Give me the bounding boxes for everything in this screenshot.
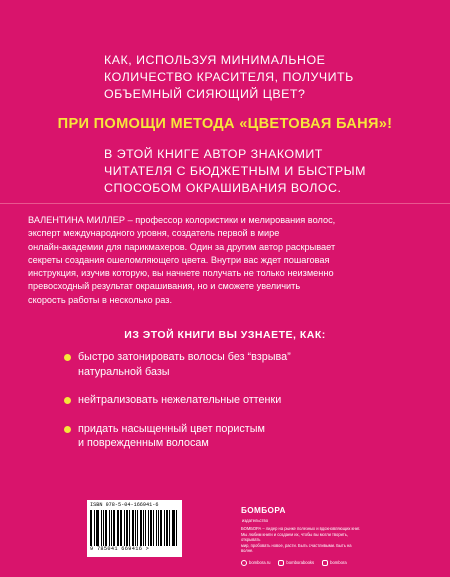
bio-line: секреты создания ошеломляющего цвета. Внутри вас ждет пошаговая (28, 254, 330, 265)
barcode-bar (90, 510, 92, 546)
barcode-bar (148, 510, 150, 546)
barcode-bar (135, 510, 136, 546)
social-label: bombora.ru (249, 560, 271, 565)
divider (0, 203, 450, 204)
intro-line: КОЛИЧЕСТВО КРАСИТЕЛЯ, ПОЛУЧИТЬ (104, 70, 354, 84)
barcode-bar (164, 510, 165, 546)
bio-line: скорость работы в несколько раз. (28, 294, 172, 305)
barcode-bar (129, 510, 130, 546)
learn-title: ИЗ ЭТОЙ КНИГИ ВЫ УЗНАЕТЕ, КАК: (124, 329, 326, 341)
barcode-bar (120, 510, 121, 546)
subhead-line: ЧИТАТЕЛЯ С БЮДЖЕТНЫМ И БЫСТРЫМ (104, 164, 366, 178)
intro-line: КАК, ИСПОЛЬЗУЯ МИНИМАЛЬНОЕ (104, 53, 326, 67)
benefit-line: и поврежденным волосам (78, 437, 209, 449)
barcode-bar (109, 510, 110, 546)
headline: ПРИ ПОМОЩИ МЕТОДА «ЦВЕТОВАЯ БАНЯ»! (57, 116, 393, 132)
benefit-line: натуральной базы (78, 365, 170, 378)
barcode-bar (169, 510, 170, 546)
barcode-bar (132, 510, 135, 546)
benefit-item (64, 422, 384, 451)
barcode-bar (172, 510, 173, 546)
barcode-bar (145, 510, 146, 546)
barcode-bar (101, 510, 102, 546)
barcode-bar (103, 510, 104, 546)
barcode-bar (105, 510, 108, 546)
isbn-barcode-block (87, 500, 182, 557)
social-label: bombora (330, 560, 347, 565)
benefit-line: быстро затонировать волосы без “взрыва” (78, 351, 291, 363)
publisher-desc-line: Мы любим книги и создаем их, чтобы вы могли творить, открывать (241, 531, 349, 542)
isbn-label: ISBN 978-5-04-166941-6 (90, 502, 159, 508)
barcode-bar (166, 510, 168, 546)
barcode-digits: 9 785041 669416 > (90, 546, 150, 552)
intro-question (104, 52, 424, 103)
social-link-instagram[interactable] (278, 560, 314, 566)
publisher-sub: издательство (242, 518, 269, 523)
barcode-bar (160, 510, 163, 546)
benefit-line: нейтрализовать нежелательные оттенки (78, 394, 282, 406)
bullet-dot-icon (64, 426, 71, 433)
social-links (241, 560, 361, 566)
publisher-desc-line: БОМБОРА – лидер на рынке полезных и вдохновляющих книг. (241, 526, 361, 531)
barcode-bar (137, 510, 138, 546)
barcode-bar (121, 510, 122, 546)
publisher-block (241, 500, 361, 566)
benefit-item (64, 350, 384, 379)
barcode-bar (94, 510, 95, 546)
barcode-bar (117, 510, 119, 546)
barcode-bar (96, 510, 97, 546)
barcode-bar (158, 510, 159, 546)
barcode-icon (90, 510, 179, 546)
bio-line: эксперт международного уровня, создатель первой в мире (28, 228, 280, 239)
barcode-bar (111, 510, 112, 546)
bio-line: инструкция, изучив которую, вы начнете получать не только неизменно (28, 268, 334, 279)
bio-line: ВАЛЕНТИНА МИЛЛЕР – профессор колористики и мелирования волос, (28, 215, 336, 225)
barcode-bar (150, 510, 152, 546)
author-bio (28, 214, 428, 307)
subhead-line: В ЭТОЙ КНИГЕ АВТОР ЗНАКОМИТ (104, 147, 323, 161)
barcode-bar (176, 510, 177, 546)
barcode-bar (143, 510, 144, 546)
barcode-bar (140, 510, 142, 546)
bullet-dot-icon (64, 354, 71, 361)
subhead-line: СПОСОБОМ ОКРАШИВАНИЯ ВОЛОС. (104, 181, 342, 195)
globe-icon (241, 560, 247, 566)
barcode-bar (97, 510, 99, 546)
benefit-list (64, 350, 384, 465)
intro-line: ОБЪЕМНЫЙ СИЯЮЩИЙ ЦВЕТ? (104, 87, 306, 101)
social-label: bomborabooks (286, 560, 315, 565)
benefit-item (64, 393, 384, 408)
publisher-description (241, 526, 361, 554)
barcode-bar (124, 510, 125, 546)
instagram-icon (278, 560, 284, 566)
barcode-bar (126, 510, 128, 546)
barcode-bar (113, 510, 115, 546)
barcode-bar (173, 510, 175, 546)
subhead (104, 146, 434, 197)
vk-icon (322, 560, 328, 566)
bullet-dot-icon (64, 397, 71, 404)
social-link-vk[interactable] (322, 560, 347, 566)
benefit-line: придать насыщенный цвет пористым (78, 422, 265, 435)
bio-line: онлайн-академии для парикмахеров. Один за другим автор раскрывает (28, 241, 336, 252)
social-link-site[interactable] (241, 560, 270, 566)
barcode-bar (156, 510, 157, 546)
publisher-desc-line: мир, пробовать новое, расти. Быть счастливыми. Быть на волне. (241, 542, 352, 553)
bio-line: превосходный результат окрашивания, но и сможете увеличить (28, 281, 301, 292)
barcode-bar (153, 510, 154, 546)
publisher-logo: БОМБОРА (241, 506, 286, 515)
